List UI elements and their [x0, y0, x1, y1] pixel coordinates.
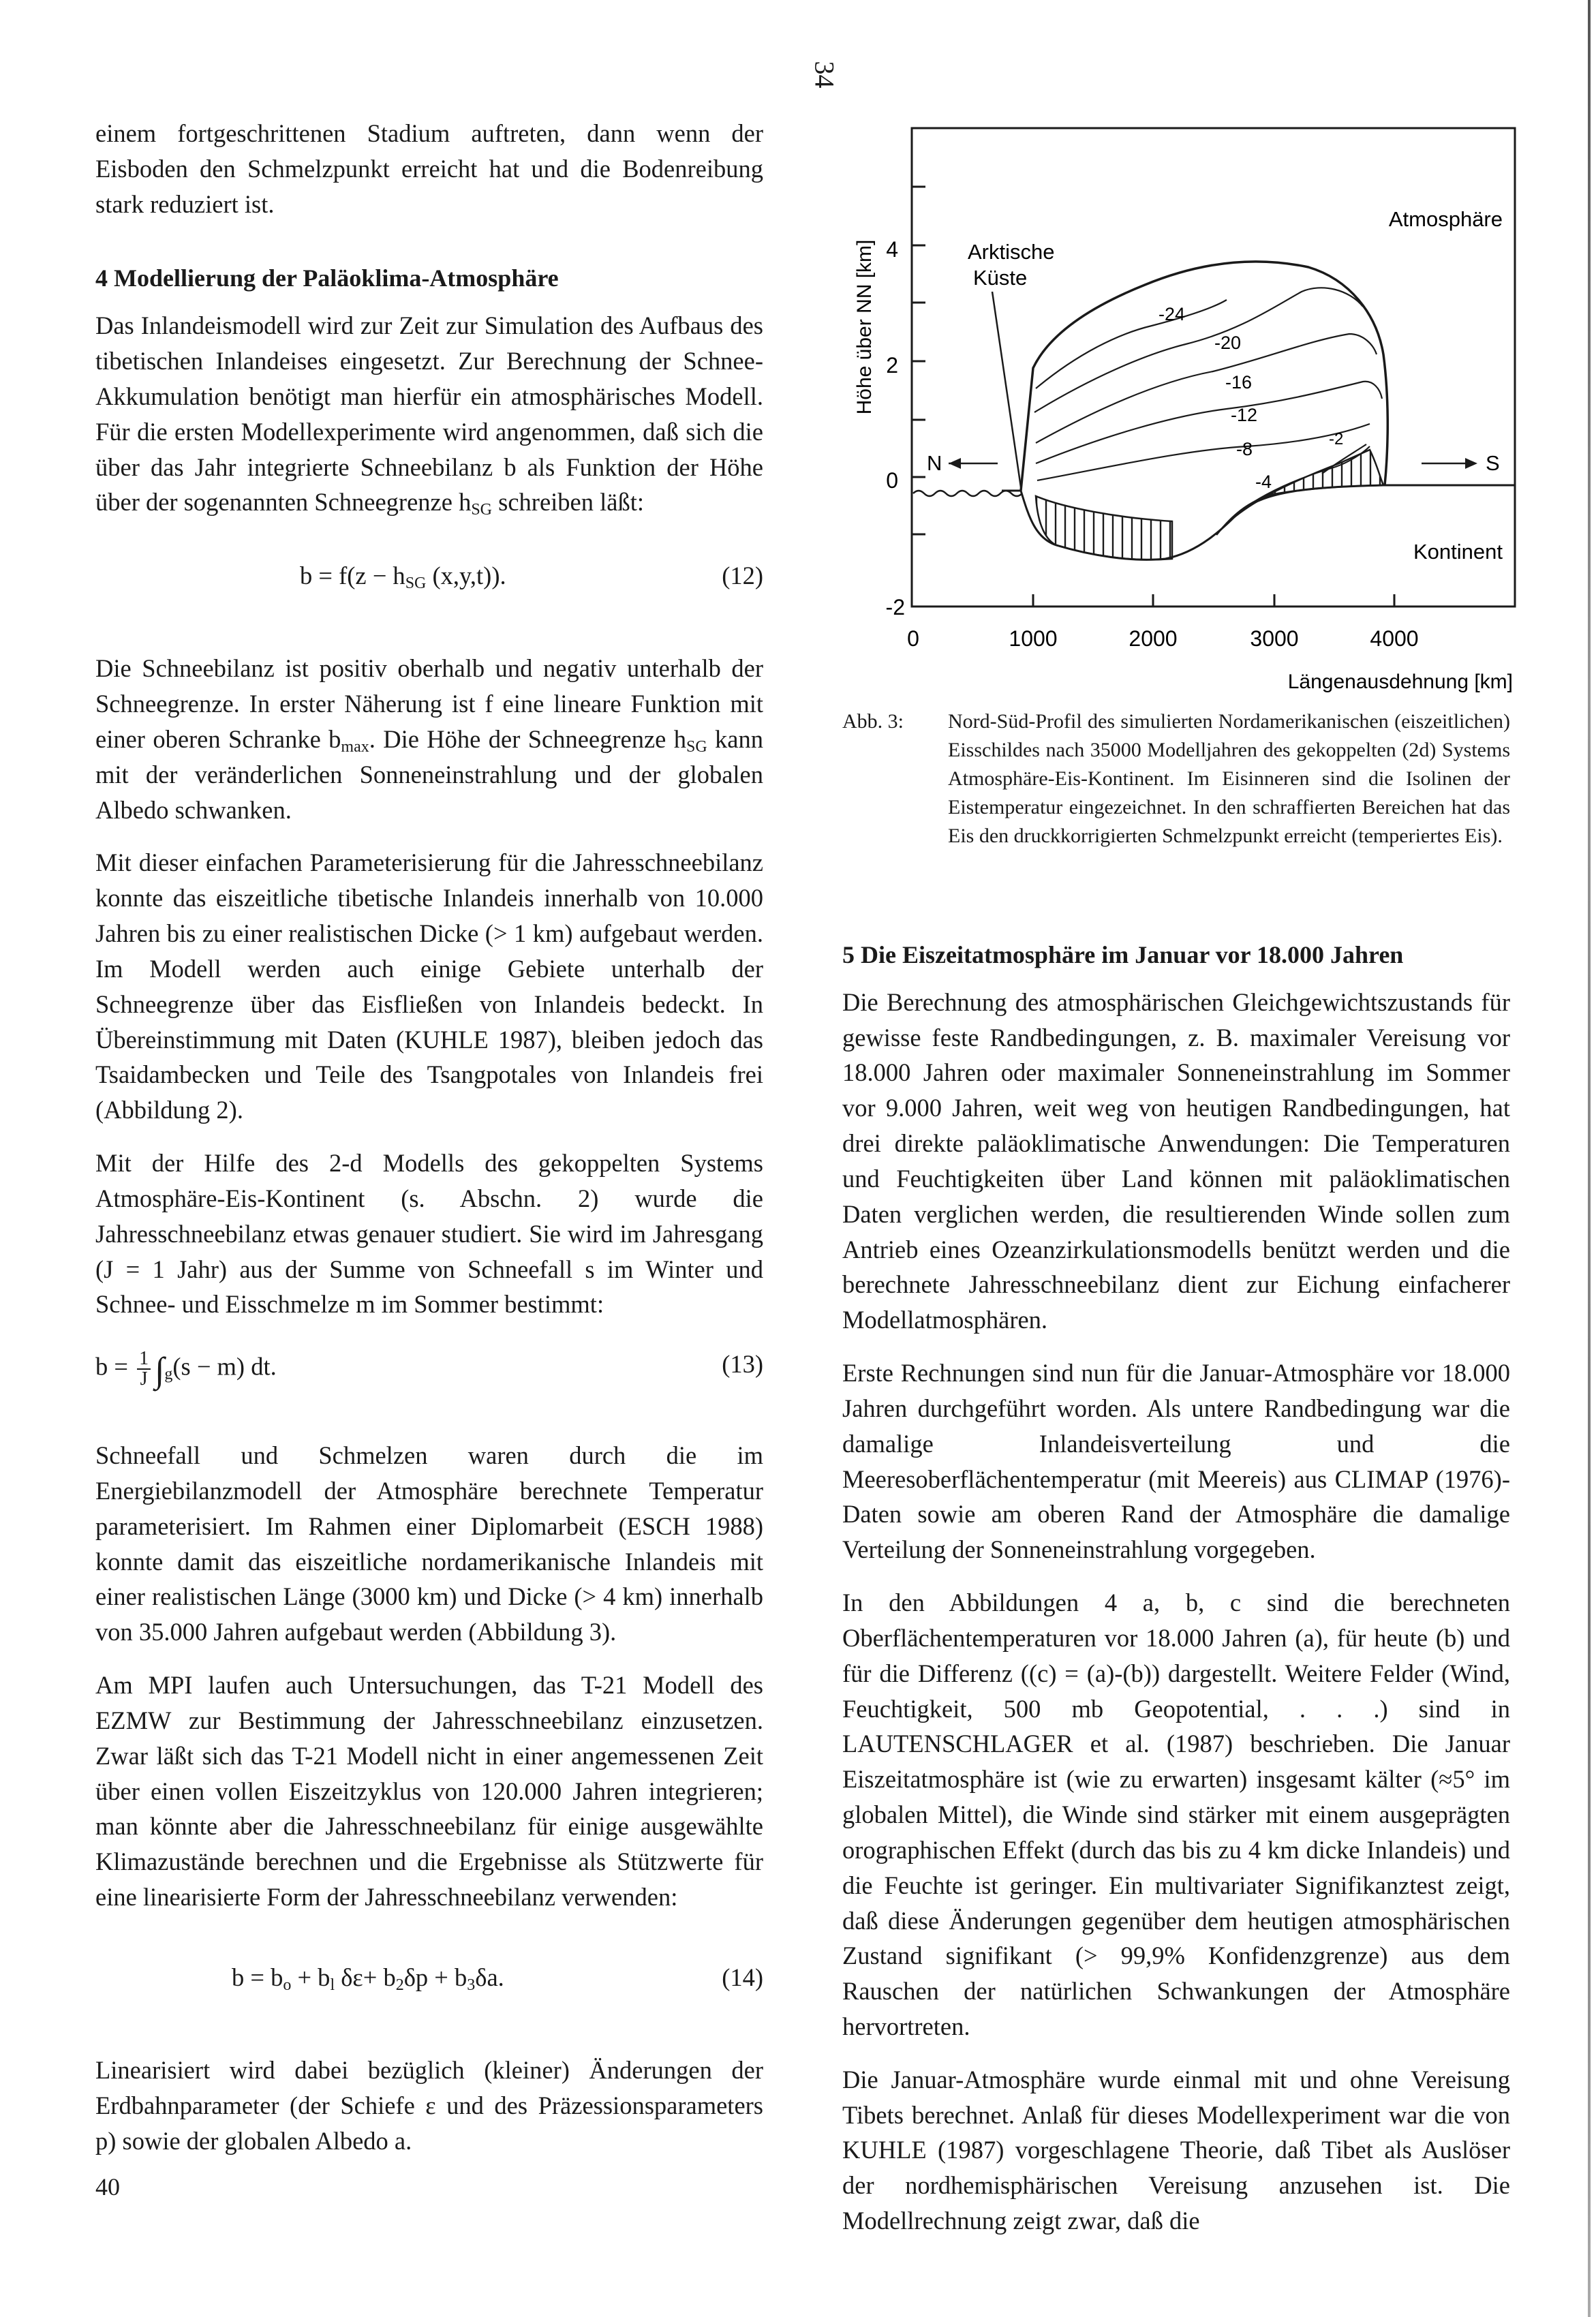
x-tick-label: 4000	[1370, 626, 1419, 651]
x-tick-label: 2000	[1129, 626, 1178, 651]
label-atmosphere: Atmosphäre	[1388, 207, 1503, 231]
equation-body: $b = f(z - h_{SG}$ (x,y,t)).	[300, 562, 506, 593]
temperate-ice-zone-right	[1216, 450, 1383, 535]
sea-surface	[913, 491, 1022, 496]
isoline-label: -12	[1231, 405, 1258, 425]
paragraph: Linearisiert wird dabei bezüglich (kleiner) Änderungen der Erdbahnparameter (der Schiefe ε und des Präzessionsparameters p) sowie der globalen Albedo a.	[95, 2055, 763, 2155]
south-arrow-icon	[1422, 458, 1477, 469]
ice-sheet-surface	[1021, 262, 1387, 491]
paragraph: einem fortgeschrittenen Stadium auftreten, dann wenn der Eisboden den Schmelzpunkt erreicht hat und die Bodenreibung stark reduziert ist.	[95, 119, 763, 218]
section-heading-4: 4 Modellierung der Paläoklima-Atmosphäre	[95, 264, 559, 292]
figure-3	[831, 109, 1533, 709]
y-axis-label: Höhe über NN [km]	[853, 239, 876, 415]
equation-body: $b = b_o + b_l$ $\delta\varepsilon+ b_2\delta p + b_3\delta a$.	[232, 1963, 504, 1994]
coast-pointer-line	[992, 292, 1021, 487]
caption-label: Abb. 3:	[842, 710, 904, 733]
label-continent: Kontinent	[1413, 540, 1503, 564]
isoline-label: -8	[1236, 439, 1253, 459]
paragraph: Schneefall und Schmelzen waren durch die im Energiebilanzmodell der Atmosphäre berechnete Temperatur parameterisiert. Im Rahmen einer Diplomarbeit (ESCH 1988) konnte damit das eiszeitliche nordamerikanische Inlandeis mit einer realistischen Länge (3000 km) und Dicke (> 4 km) innerhalb von 35.000 Jahren aufgebaut werden (Abbildung 3).	[95, 1441, 763, 1646]
integral-sign: ∫	[155, 1351, 165, 1390]
paragraph: Die Januar-Atmosphäre wurde einmal mit und ohne Vereisung Tibets berechnet. Anlaß für dieses Modellexperiment war die von KUHLE (1987) vorgeschlagene Theorie, daß Tibet als Auslöser der nordhemisphärischen Vereisung anzusehen ist. Die Modellrechnung zeigt zwar, daß die	[842, 2065, 1510, 2235]
label-arctic-coast: Arktische	[968, 240, 1055, 264]
paragraph: Das Inlandeismodell wird zur Zeit zur Simulation des Aufbaus des tibetischen Inlandeises eingesetzt. Zur Berechnung der Schnee-Akkumulation benötigt man hierfür ein atmosphärisches Modell. Für die ersten Modellexperimente wird angenommen, daß sich die über das Jahr integrierte Schneebilanz b als Funktion der Höhe über der sogenannten Schneegrenze $h_{SG}$ schreiben läßt:	[95, 311, 763, 519]
fraction: $\frac{1}{J}$	[137, 1349, 151, 1389]
left-column	[95, 116, 763, 2176]
isoline-label: -2	[1329, 430, 1344, 448]
paragraph: In den Abbildungen 4 a, b, c sind die berechneten Oberflächentemperaturen vor 18.000 Jahren (a), für heute (b) und für die Differenz ((c) = (a)-(b)) dargestellt. Weitere Felder (Wind, Feuchtigkeit, 500 mb Geopotential, . . .) sind in LAUTENSCHLAGER et al. (1987) beschrieben. Die Januar Eiszeitatmosphäre ist (wie zu erwarten) insgesamt kälter (≈5° im globalen Mittel), die Winde sind stärker mit einem ausgeprägten orographischen Effekt (durch das bis zu 4 km dicke Inlandeis) und die Feuchte ist geringer. Ein multivariater Signifikanztest zeigt, daß diese Änderungen gegenüber dem heutigen atmosphärischen Zustand signifikant (> 99,9% Konfidenzgrenze) aus dem Rauschen der natürlichen Schwankungen der Atmosphäre hervortreten.	[842, 1589, 1510, 2040]
scan-edge	[1588, 0, 1591, 2317]
equation-number: (13)	[722, 1350, 763, 1379]
y-tick-label: -2	[885, 595, 905, 619]
north-arrow-icon	[949, 458, 998, 469]
paragraph: Mit der Hilfe des 2-d Modells des gekoppelten Systems Atmosphäre-Eis-Kontinent (s. Abschn. 2) wurde die Jahresschneebilanz etwas genauer studiert. Sie wird im Jahresgang (J = 1 Jahr) aus der Summe von Schneefall s im Winter und Schnee- und Eisschmelze m im Sommer bestimmt:	[95, 1149, 763, 1319]
caption-text: Nord-Süd-Profil des simulierten Nordamerikanischen (eiszeitlichen) Eisschildes nach 35000 Modelljahren des gekoppelten (2d) Systems Atmosphäre-Eis-Kontinent. Im Eisinneren sind die Isolinen der Eistemperatur eingezeichnet. In den schraffierten Bereichen hat das Eis den druckkorrigierten Schmelzpunkt erreicht (temperiertes Eis).	[948, 710, 1510, 847]
x-tick-label: 3000	[1250, 626, 1299, 651]
x-axis-label: Längenausdehnung [km]	[1287, 671, 1513, 693]
right-column	[842, 939, 1510, 2256]
equation-13	[95, 1349, 763, 1404]
paragraph: Am MPI laufen auch Untersuchungen, das T-21 Modell des EZMW zur Bestimmung der Jahresschneebilanz einzusetzen. Zwar läßt sich das T-21 Modell nicht in einer angemessenen Zeit über einen vollen Eiszeitzyklus von 120.000 Jahren integrieren; man könnte aber die Jahresschneebilanz für einige ausgewählte Klimazustände berechnen und die Ergebnisse als Stützwerte für eine linearisierte Form der Jahresschneebilanz verwenden:	[95, 1671, 763, 1912]
temperate-ice-zone-left	[1036, 496, 1172, 559]
label-south: S	[1486, 451, 1500, 475]
label-north: N	[927, 451, 942, 475]
label-arctic-coast: Küste	[973, 266, 1028, 290]
y-axis	[912, 187, 925, 534]
isoline-label: -16	[1225, 372, 1253, 393]
y-tick-label: 0	[886, 468, 898, 493]
isoline-label: -24	[1158, 304, 1186, 324]
paragraph: Die Berechnung des atmosphärischen Gleichgewichtszustands für gewisse feste Randbedingungen, z. B. maximaler Vereisung vor 18.000 Jahren oder maximaler Sonneneinstrahlung im Sommer vor 9.000 Jahren, weit weg von heutigen Randbedingungen, hat drei direkte paläoklimatische Anwendungen: Die Temperaturen und Feuchtigkeiten über Land können mit paläoklimatischen Daten verglichen werden, die resultierenden Winde sollen zum Antrieb eines Ozeanzirkulationsmodells benützt werden und die berechnete Jahresschneebilanz dient zur Eichung einfacherer Modellatmosphären.	[842, 987, 1510, 1334]
ice-sheet-profile-diagram	[831, 109, 1533, 709]
page-corner-mark: 34	[809, 61, 840, 89]
equation-12	[95, 561, 763, 603]
paragraph: Mit dieser einfachen Parameterisierung für die Jahresschneebilanz konnte das eiszeitliche tibetische Inlandeis innerhalb von 10.000 Jahren bis zu einer realistischen Dicke (> 1 km) aufgebaut werden. Im Modell werden auch einige Gebiete unterhalb der Schneegrenze über das Eisfließen von Inlandeis bedeckt. In Übereinstimmung mit Daten (KUHLE 1987), bleiben jedoch das Tsaidambecken und Teile des Tsangpotales von Inlandeis frei (Abbildung 2).	[95, 848, 763, 1124]
y-tick-label: 2	[886, 353, 898, 378]
x-tick-label: 0	[907, 626, 919, 651]
x-tick-label: 1000	[1009, 626, 1058, 651]
page-number: 40	[95, 2173, 120, 2200]
equation-number: (12)	[722, 562, 763, 590]
equation-number: (14)	[722, 1963, 763, 1991]
section-heading-5: 5 Die Eiszeitatmosphäre im Januar vor 18.000 Jahren	[842, 941, 1404, 968]
figure-caption	[842, 707, 1510, 850]
equation-14	[95, 1963, 763, 2005]
paragraph: Die Schneebilanz ist positiv oberhalb und negativ unterhalb der Schneegrenze. In erster Näherung ist f eine lineare Funktion mit einer oberen Schranke $b_{max}$. Die Höhe der Schneegrenze $h_{SG}$ kann mit der veränderlichen Sonneneinstrahlung und der globalen Albedo schwanken.	[95, 654, 764, 824]
isoline-label: -20	[1214, 333, 1242, 353]
paragraph: Erste Rechnungen sind nun für die Januar-Atmosphäre vor 18.000 Jahren durchgeführt worden. Als untere Randbedingung war die damalige Inlandeisverteilung und die Meeresoberflächentemperatur (mit Meereis) aus CLIMAP (1976)-Daten sowie am oberen Rand der Atmosphäre die damalige Verteilung der Sonneneinstrahlung vorgegeben.	[842, 1359, 1510, 1564]
y-tick-label: 4	[886, 237, 898, 262]
equation-body: b = $\frac{1}{J}$ $\int_g(s - m)$ dt.	[95, 1348, 277, 1390]
isoline-label: -4	[1255, 472, 1272, 492]
x-axis	[1033, 594, 1394, 607]
